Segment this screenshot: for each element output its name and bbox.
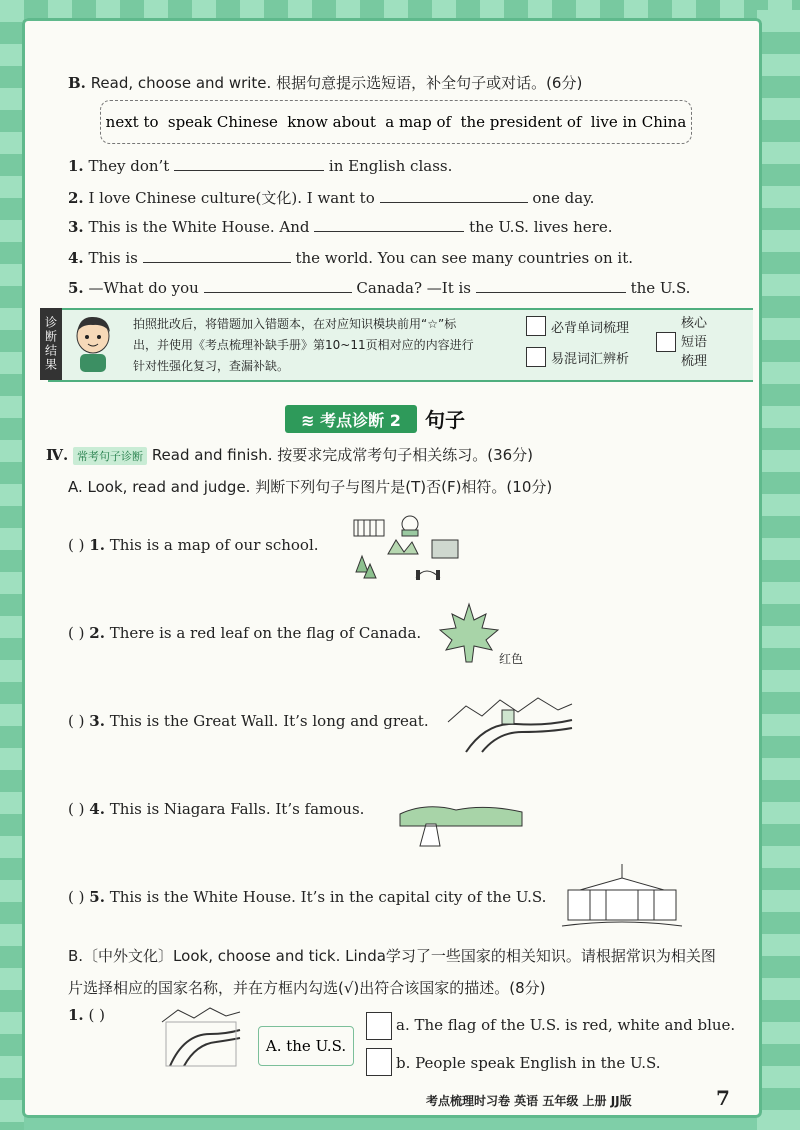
item-text-after: the world. You can see many countries on it. [295, 249, 634, 267]
option-core-phrases [681, 314, 707, 371]
section-title: 句子 [425, 408, 465, 432]
item-number: 3. [89, 712, 105, 730]
checkbox-core-phrases[interactable] [656, 332, 676, 352]
item-number: 3. [68, 218, 84, 236]
part-iv-roman: Ⅳ. [46, 446, 69, 464]
page-number: 7 [716, 1086, 730, 1110]
item-text: This is a map of our school. [109, 536, 319, 554]
school-map-icon [350, 512, 460, 584]
fill-item-2 [68, 187, 594, 208]
decorative-border-right [757, 10, 800, 1130]
word-bank-item: a map of [385, 113, 452, 131]
item-text: There is a red leaf on the flag of Canada. [109, 624, 422, 642]
answer-blank[interactable] [204, 278, 352, 293]
answer-paren[interactable]: ( ) [68, 536, 85, 554]
item-text-before: This is [88, 249, 138, 267]
part-b-label: B. [68, 74, 86, 92]
part-b2-instruction-2: 片选择相应的国家名称，并在方框内勾选(√)出符合该国家的描述。(8分) [68, 979, 546, 997]
match-item-1 [68, 1006, 105, 1024]
decorative-border-left [0, 0, 24, 1130]
word-bank-item: know about [287, 113, 376, 131]
option-line: 梳理 [681, 354, 708, 369]
judge-item-2 [68, 624, 421, 642]
choice-a: a. The flag of the U.S. is red, white and blue. [396, 1016, 736, 1034]
great-wall-icon [446, 692, 574, 754]
item-number: 1. [89, 536, 105, 554]
great-wall-thumbnail-icon [160, 1004, 242, 1068]
item-text: This is Niagara Falls. It’s famous. [109, 800, 365, 818]
answer-blank[interactable] [380, 188, 528, 203]
answer-blank[interactable] [143, 248, 291, 263]
country-option-a[interactable]: A. the U.S. [258, 1026, 354, 1066]
answer-paren[interactable]: ( ) [68, 624, 85, 642]
answer-paren[interactable]: ( ) [68, 800, 85, 818]
section-banner: ≋ 考点诊断 2 [285, 405, 417, 433]
tick-box-a[interactable] [366, 1012, 392, 1040]
fill-item-5 [68, 278, 690, 297]
part-iv-instruction: Read and finish. 按要求完成常考句子相关练习。(36分) [151, 446, 534, 464]
leaf-caption: 红色 [499, 652, 524, 666]
item-text: This is the Great Wall. It’s long and great. [109, 712, 429, 730]
answer-blank[interactable] [476, 278, 626, 293]
item-number: 4. [68, 249, 84, 267]
item-number: 1. [68, 1006, 84, 1024]
part-b-heading [68, 72, 582, 93]
diagnosis-text-2: 出，并使用《考点梳理补缺手册》第10~11页相对应的内容进行 [133, 338, 474, 352]
item-text-middle: Canada? —It is [356, 279, 472, 297]
answer-blank[interactable] [314, 217, 464, 232]
part-b-instruction: Read, choose and write. 根据句意提示选短语，补全句子或对话。(6分) [90, 74, 583, 92]
word-bank [100, 100, 692, 144]
item-text-before: This is the White House. And [88, 218, 310, 236]
word-bank-item: the president of [460, 113, 582, 131]
item-text-after: the U.S. lives here. [469, 218, 613, 236]
answer-paren[interactable]: ( ) [88, 1006, 105, 1024]
diagnosis-tag: 诊断结果 [40, 308, 62, 380]
option-line: 短语 [681, 335, 708, 350]
item-number: 4. [89, 800, 105, 818]
diagnosis-text-3: 针对性强化复习，查漏补缺。 [133, 359, 290, 373]
decorative-border-top [0, 0, 800, 20]
item-text-before: —What do you [88, 279, 199, 297]
item-text-after: one day. [532, 189, 595, 207]
option-word-review: 必背单词梳理 [551, 321, 630, 336]
item-number: 2. [68, 189, 84, 207]
footer-text: 考点梳理时习卷 英语 五年级 上册 JJ版 [426, 1094, 632, 1108]
part-b2-instruction-1: B.〔中外文化〕Look, choose and tick. Linda学习了一些国家的相关知识。请根据常识为相关图 [68, 947, 716, 965]
student-avatar-icon [70, 312, 116, 374]
answer-blank[interactable] [174, 156, 324, 171]
fill-item-3 [68, 217, 613, 236]
fill-item-4 [68, 248, 633, 267]
answer-paren[interactable]: ( ) [68, 712, 85, 730]
white-house-icon [560, 862, 684, 930]
item-text-after: the U.S. [630, 279, 691, 297]
part-iv-heading [46, 444, 533, 465]
maple-leaf-icon [434, 600, 504, 672]
item-text-after: in English class. [328, 157, 453, 175]
item-number: 2. [89, 624, 105, 642]
judge-item-4 [68, 800, 364, 818]
checkbox-word-review[interactable] [526, 316, 546, 336]
word-bank-item: next to [105, 113, 159, 131]
niagara-falls-icon [396, 796, 526, 848]
part-a-instruction: A. Look, read and judge. 判断下列句子与图片是(T)否(F)相符。(10分) [68, 478, 553, 496]
word-bank-item: speak Chinese [167, 113, 278, 131]
item-text-before: They don’t [88, 157, 170, 175]
judge-item-5 [68, 888, 546, 906]
choice-b: b. People speak English in the U.S. [396, 1054, 661, 1072]
answer-paren[interactable]: ( ) [68, 888, 85, 906]
checkbox-confusable-words[interactable] [526, 347, 546, 367]
word-bank-item: live in China [590, 113, 687, 131]
item-number: 5. [68, 279, 84, 297]
item-number: 5. [89, 888, 105, 906]
option-confusable-words: 易混词汇辨析 [551, 352, 630, 367]
tick-box-b[interactable] [366, 1048, 392, 1076]
judge-item-3 [68, 712, 429, 730]
judge-item-1 [68, 536, 319, 554]
item-number: 1. [68, 157, 84, 175]
fill-item-1 [68, 156, 452, 175]
item-text-before: I love Chinese culture(文化). I want to [88, 189, 375, 207]
item-text: This is the White House. It’s in the capital city of the U.S. [109, 888, 547, 906]
option-line: 核心 [681, 316, 708, 331]
part-iv-tag: 常考句子诊断 [73, 447, 147, 465]
diagnosis-text-1: 拍照批改后，将错题加入错题本，在对应知识模块前用“☆”标 [133, 317, 457, 331]
